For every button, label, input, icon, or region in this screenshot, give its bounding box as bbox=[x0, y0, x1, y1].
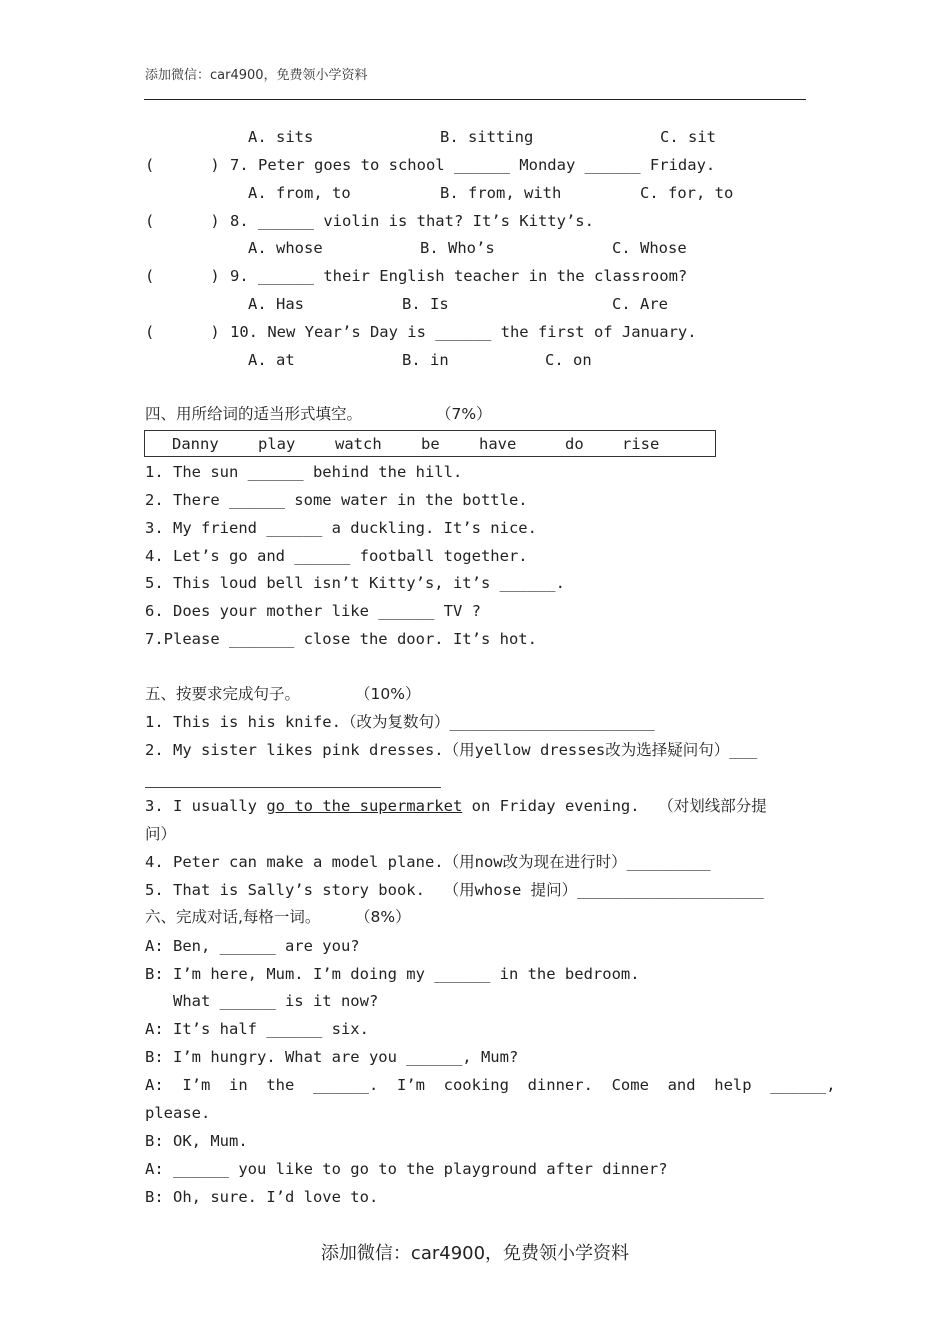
q7-option-b: B. from, with bbox=[440, 184, 562, 202]
q8-option-a: A. whose bbox=[248, 239, 323, 257]
q10-option-b: B. in bbox=[402, 351, 449, 369]
section4-score: （7%） bbox=[436, 405, 492, 423]
dialogue-line: What ______ is it now? bbox=[145, 992, 379, 1010]
section6-score: （8%） bbox=[355, 908, 411, 926]
section5-item-3-cont: 问） bbox=[145, 825, 177, 843]
q9-option-a: A. Has bbox=[248, 295, 304, 313]
dialogue-line: A: ______ you like to go to the playground after dinner? bbox=[145, 1160, 668, 1178]
section5-title: 五、按要求完成句子。 bbox=[145, 685, 301, 703]
q6-option-a: A. sits bbox=[248, 128, 314, 146]
dialogue-line: please. bbox=[145, 1104, 211, 1122]
q8-text: 8. ______ violin is that? It’s Kitty’s. bbox=[230, 212, 594, 230]
section4-title: 四、用所给词的适当形式填空。 bbox=[145, 405, 363, 423]
section5-item-2: 2. My sister likes pink dresses.（用yellow dresses改为选择疑问句）___ bbox=[145, 741, 758, 759]
section4-item-3: 3. My friend ______ a duckling. It’s nice. bbox=[145, 519, 537, 537]
q10-option-c: C. on bbox=[545, 351, 592, 369]
q9-option-b: B. Is bbox=[402, 295, 449, 313]
q8-option-b: B. Who’s bbox=[420, 239, 495, 257]
section6-title: 六、完成对话,每格一词。 bbox=[145, 908, 321, 926]
item3-post: on Friday evening. （对划线部分提 bbox=[462, 797, 767, 815]
dialogue-line: B: Oh, sure. I’d love to. bbox=[145, 1188, 379, 1206]
q9-paren: ( ) bbox=[145, 267, 220, 285]
q6-option-b: B. sitting bbox=[440, 128, 534, 146]
section5-item-1: 1. This is his knife.（改为复数句）______________________ bbox=[145, 713, 655, 731]
section4-item-7: 7.Please _______ close the door. It’s hot. bbox=[145, 630, 537, 648]
q7-option-a: A. from, to bbox=[248, 184, 351, 202]
section4-item-4: 4. Let’s go and ______ football together. bbox=[145, 547, 528, 565]
item3-underlined: go to the supermarket bbox=[266, 797, 463, 815]
word-bank-word: have bbox=[479, 435, 517, 453]
word-bank-word: play bbox=[258, 435, 296, 453]
q10-option-a: A. at bbox=[248, 351, 295, 369]
q8-option-c: C. Whose bbox=[612, 239, 687, 257]
section5-item-4: 4. Peter can make a model plane.（用now改为现在进行时）_________ bbox=[145, 853, 711, 871]
dialogue-line: B: I’m hungry. What are you ______, Mum? bbox=[145, 1048, 519, 1066]
word-bank-word: rise bbox=[622, 435, 660, 453]
word-bank-word: do bbox=[565, 435, 584, 453]
word-bank-word: watch bbox=[335, 435, 382, 453]
word-bank-box bbox=[144, 430, 716, 457]
q9-text: 9. ______ their English teacher in the classroom? bbox=[230, 267, 688, 285]
item3-pre: 3. I usually bbox=[145, 797, 267, 815]
section5-item-3 bbox=[145, 795, 767, 817]
dialogue-line: A: I’m in the ______. I’m cooking dinner. Come and help ______, bbox=[145, 1076, 836, 1094]
answer-line bbox=[145, 787, 441, 788]
section4-item-5: 5. This loud bell isn’t Kitty’s, it’s ______. bbox=[145, 574, 565, 592]
q7-option-c: C. for, to bbox=[640, 184, 734, 202]
q6-option-c: C. sit bbox=[660, 128, 716, 146]
footer-text: 添加微信：car4900，免费领小学资料 bbox=[320, 1243, 630, 1264]
dialogue-line: B: OK, Mum. bbox=[145, 1132, 248, 1150]
section5-score: （10%） bbox=[355, 685, 421, 703]
header-rule bbox=[144, 99, 806, 100]
q7-paren: ( ) bbox=[145, 156, 220, 174]
section5-item-5: 5. That is Sally’s story book. （用whose 提问）____________________ bbox=[145, 881, 764, 899]
q10-paren: ( ) bbox=[145, 323, 220, 341]
q9-option-c: C. Are bbox=[612, 295, 668, 313]
dialogue-line: A: Ben, ______ are you? bbox=[145, 937, 360, 955]
section4-item-2: 2. There ______ some water in the bottle. bbox=[145, 491, 528, 509]
dialogue-line: B: I’m here, Mum. I’m doing my ______ in the bedroom. bbox=[145, 965, 640, 983]
section4-item-6: 6. Does your mother like ______ TV ? bbox=[145, 602, 481, 620]
dialogue-line: A: It’s half ______ six. bbox=[145, 1020, 369, 1038]
word-bank-word: Danny bbox=[172, 435, 219, 453]
header-text: 添加微信：car4900，免费领小学资料 bbox=[145, 68, 368, 83]
q10-text: 10. New Year’s Day is ______ the first of January. bbox=[230, 323, 697, 341]
section4-item-1: 1. The sun ______ behind the hill. bbox=[145, 463, 463, 481]
q7-text: 7. Peter goes to school ______ Monday ______ Friday. bbox=[230, 156, 716, 174]
q8-paren: ( ) bbox=[145, 212, 220, 230]
word-bank-word: be bbox=[421, 435, 440, 453]
